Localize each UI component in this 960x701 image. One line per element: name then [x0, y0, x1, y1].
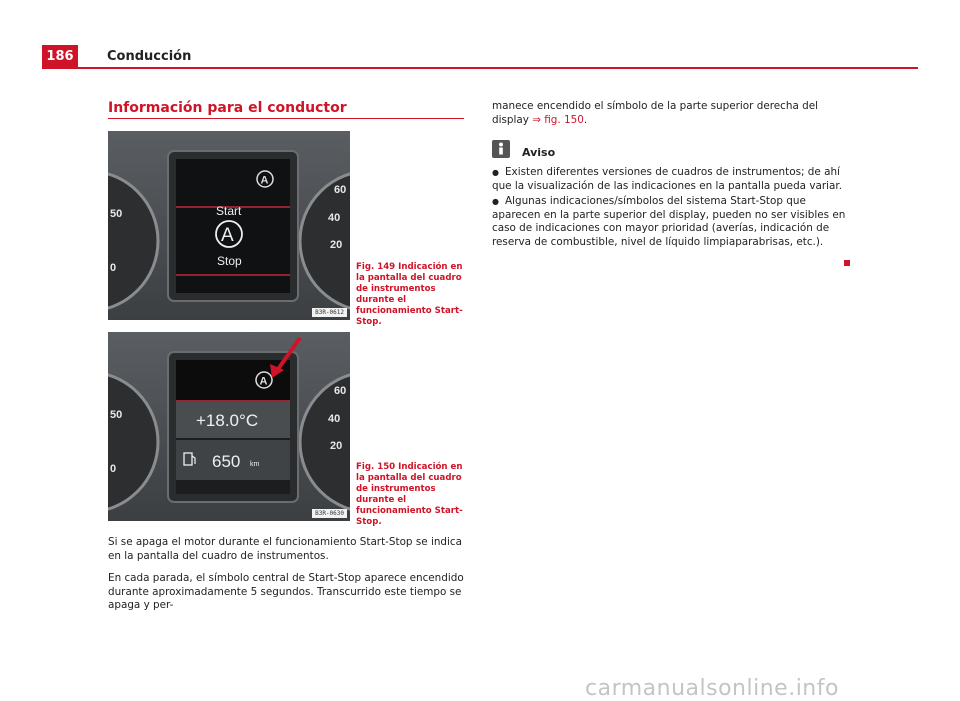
caption-label: Fig. 150 — [356, 462, 396, 472]
figure-code: B3R-0630 — [312, 509, 347, 518]
gauge-left-label-2: 0 — [110, 463, 117, 475]
start-stop-small-symbol: A — [259, 375, 268, 388]
gauge-right-label-2: 40 — [328, 413, 341, 425]
section-end-marker — [844, 260, 850, 266]
watermark: carmanualsonline.info — [585, 676, 839, 701]
gauge-right-label-1: 60 — [334, 184, 347, 196]
continued-paragraph — [492, 100, 852, 127]
gauge-right-label-3: 20 — [330, 239, 343, 251]
header-divider — [42, 67, 918, 69]
caption-text: Indicación en la pantalla del cuadro de instrumentos durante el funcionamiento Start-Stop. — [356, 462, 463, 527]
caption-label: Fig. 149 — [356, 262, 396, 272]
gauge-left-label-1: 50 — [110, 409, 123, 421]
section-title: Información para el conductor — [108, 100, 347, 116]
figure-150-image — [108, 332, 350, 521]
gauge-right-label-3: 20 — [330, 440, 343, 452]
display-range: 650 — [212, 452, 241, 471]
start-stop-large-symbol: A — [221, 225, 234, 246]
section-divider — [108, 118, 464, 119]
chapter-title: Conducción — [107, 49, 192, 64]
display-range-unit: km — [250, 461, 260, 468]
info-icon — [492, 140, 510, 158]
bullet-text: Existen diferentes versiones de cuadros de instrumentos; de ahí que la visualización de las indicaciones en la pantalla pueda variar. — [492, 166, 842, 192]
bullet-text: Algunas indicaciones/símbolos del sistema Start-Stop que aparecen en la parte superior del display, pueden no ser visibles en caso de indicaciones con mayor prioridad (averías, indicación de reserva de combustible, nivel de líquido limpiaparabrisas, etc.). — [492, 195, 846, 248]
display-stop-label: Stop — [217, 254, 242, 268]
continued-end: . — [583, 113, 588, 126]
note-bullet-1 — [492, 166, 852, 193]
display-start-label: Start — [216, 204, 242, 218]
figure-code: B3R-0612 — [312, 308, 347, 317]
figure-reference-link[interactable]: ⇒ fig. 150 — [532, 113, 584, 126]
figure-150-caption — [356, 462, 464, 528]
start-stop-small-symbol: A — [260, 174, 269, 187]
bullet-icon: ● — [492, 197, 499, 206]
figure-149-caption — [356, 262, 464, 328]
note-bullet-2 — [492, 195, 852, 249]
gauge-right-label-1: 60 — [334, 385, 347, 397]
gauge-left-label-2: 0 — [110, 262, 117, 274]
gauge-left-label-1: 50 — [110, 208, 123, 220]
caption-text: Indicación en la pantalla del cuadro de instrumentos durante el funcionamiento Start-Stop. — [356, 262, 463, 327]
figure-149-image — [108, 131, 350, 320]
display-temperature: +18.0°C — [196, 411, 259, 430]
bullet-icon: ● — [492, 168, 499, 177]
body-paragraph-2: En cada parada, el símbolo central de Start-Stop aparece encendido durante aproximadamente 5 segundos. Transcurrido este tiempo se apaga y per- — [108, 572, 464, 611]
page-number: 186 — [42, 45, 78, 69]
body-paragraph-1: Si se apaga el motor durante el funcionamiento Start-Stop se indica en la pantalla del cuadro de instrumentos. — [108, 536, 462, 562]
gauge-right-label-2: 40 — [328, 212, 341, 224]
note-title: Aviso — [522, 146, 556, 159]
continued-text: manece encendido el símbolo de la parte superior derecha del display — [492, 100, 818, 126]
